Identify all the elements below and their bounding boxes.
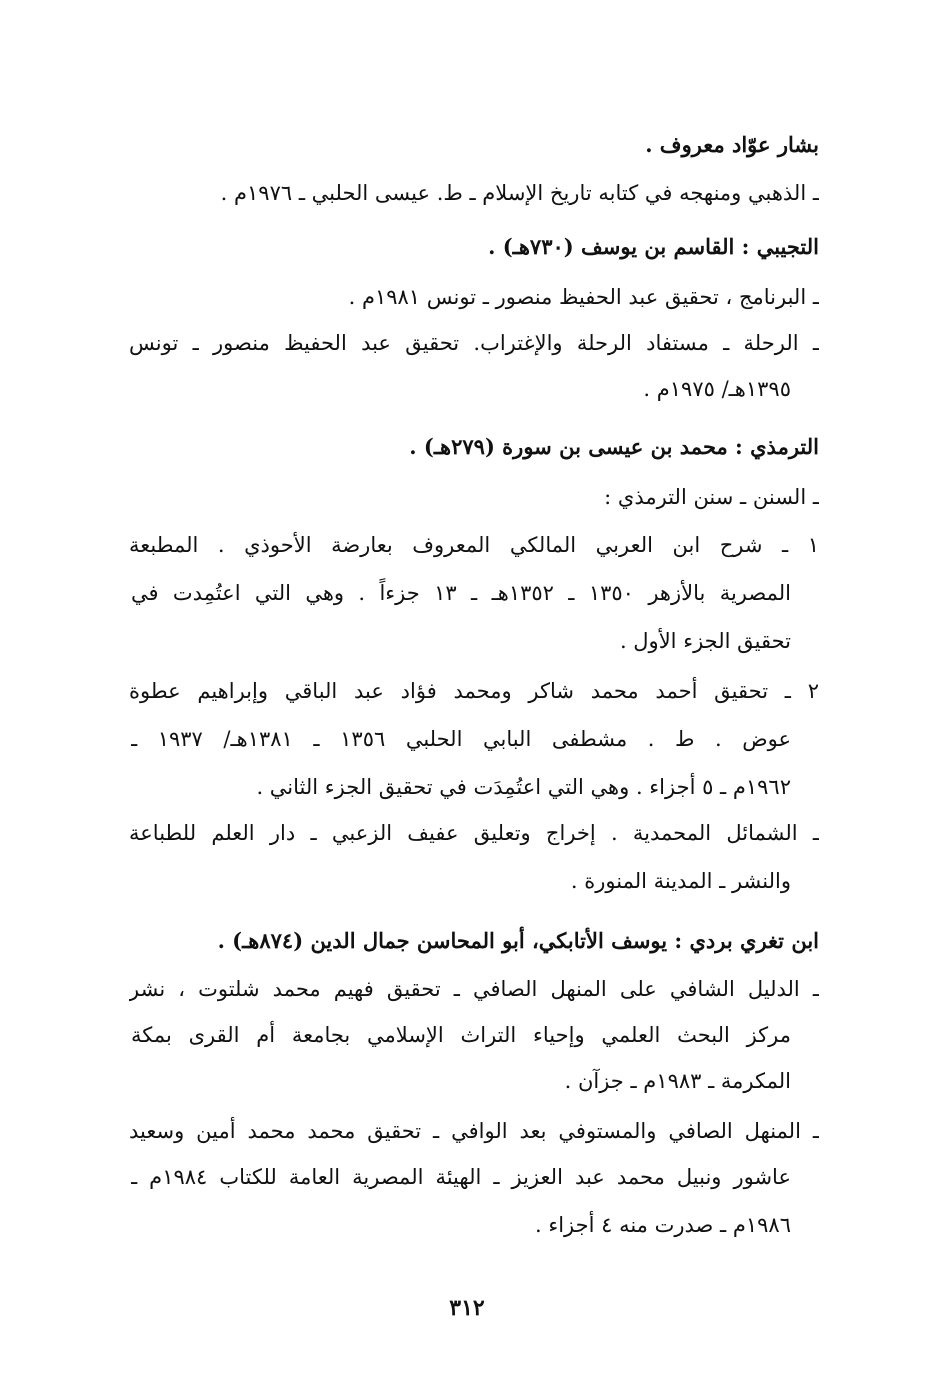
- entry-work-continuation: عاشور ونبيل محمد عبد العزيز ـ الهيئة المصرية العامة للكتاب ١٩٨٤م ـ: [131, 1165, 791, 1189]
- page-number: ٣١٢: [449, 1295, 485, 1321]
- entry-work: ـ السنن ـ سنن الترمذي :: [604, 485, 819, 509]
- entry-sub-item: ١ ـ شرح ابن العربي المالكي المعروف بعارضة الأحوذي . المطبعة: [129, 533, 819, 557]
- entry-sub-item-continuation: تحقيق الجزء الأول .: [619, 629, 791, 653]
- entry-sub-item-continuation: عوض . ط . مشطفى البابي الحلبي ١٣٥٦ ـ ١٣٨١هـ/ ١٩٣٧ ـ: [131, 727, 791, 751]
- entry-work: ـ المنهل الصافي والمستوفي بعد الوافي ـ تحقيق محمد محمد أمين وسعيد: [129, 1119, 819, 1143]
- entry-work-continuation: ١٩٨٦م ـ صدرت منه ٤ أجزاء .: [534, 1213, 791, 1237]
- entry-work-continuation: والنشر ـ المدينة المنورة .: [570, 869, 791, 893]
- entry-sub-item: ٢ ـ تحقيق أحمد محمد شاكر ومحمد فؤاد عبد الباقي وإبراهيم عطوة: [129, 679, 819, 703]
- entry-work: ـ الذهبي ومنهجه في كتابه تاريخ الإسلام ـ ط. عيسى الحلبي ـ ١٩٧٦م .: [220, 181, 819, 205]
- entry-work-continuation: ١٣٩٥هـ/ ١٩٧٥م .: [643, 377, 791, 401]
- entry-work: ـ الرحلة ـ مستفاد الرحلة والإغتراب. تحقيق عبد الحفيظ منصور ـ تونس: [129, 331, 819, 355]
- entry-sub-item-continuation: ١٩٦٢م ـ ٥ أجزاء . وهي التي اعتُمِدَت في تحقيق الجزء الثاني .: [256, 775, 791, 799]
- entry-work: ـ الشمائل المحمدية . إخراج وتعليق عفيف الزعبي ـ دار العلم للطباعة: [129, 821, 819, 845]
- entry-work: ـ الدليل الشافي على المنهل الصافي ـ تحقيق فهيم محمد شلتوت ، نشر: [129, 977, 819, 1001]
- entry-work-continuation: المكرمة ـ ١٩٨٣م ـ جزآن .: [564, 1069, 791, 1093]
- entry-work: ـ البرنامج ، تحقيق عبد الحفيظ منصور ـ تونس ١٩٨١م .: [348, 285, 819, 309]
- entry-author-tirmidhi: الترمذي : محمد بن عيسى بن سورة (٢٧٩هـ) .: [409, 434, 819, 459]
- entry-sub-item-continuation: المصرية بالأزهر ١٣٥٠ ـ ١٣٥٢هـ ـ ١٣ جزءاً . وهي التي اعتُمِدت في: [131, 581, 791, 605]
- entry-author-tujibi: التجيبي : القاسم بن يوسف (٧٣٠هـ) .: [488, 234, 819, 259]
- entry-author-bashar: بشار عوّاد معروف .: [645, 132, 819, 157]
- entry-author-ibn-taghri-birdi: ابن تغري بردي : يوسف الأتابكي، أبو المحاسن جمال الدين (٨٧٤هـ) .: [217, 928, 819, 953]
- entry-work-continuation: مركز البحث العلمي وإحياء التراث الإسلامي بجامعة أم القرى بمكة: [131, 1023, 791, 1047]
